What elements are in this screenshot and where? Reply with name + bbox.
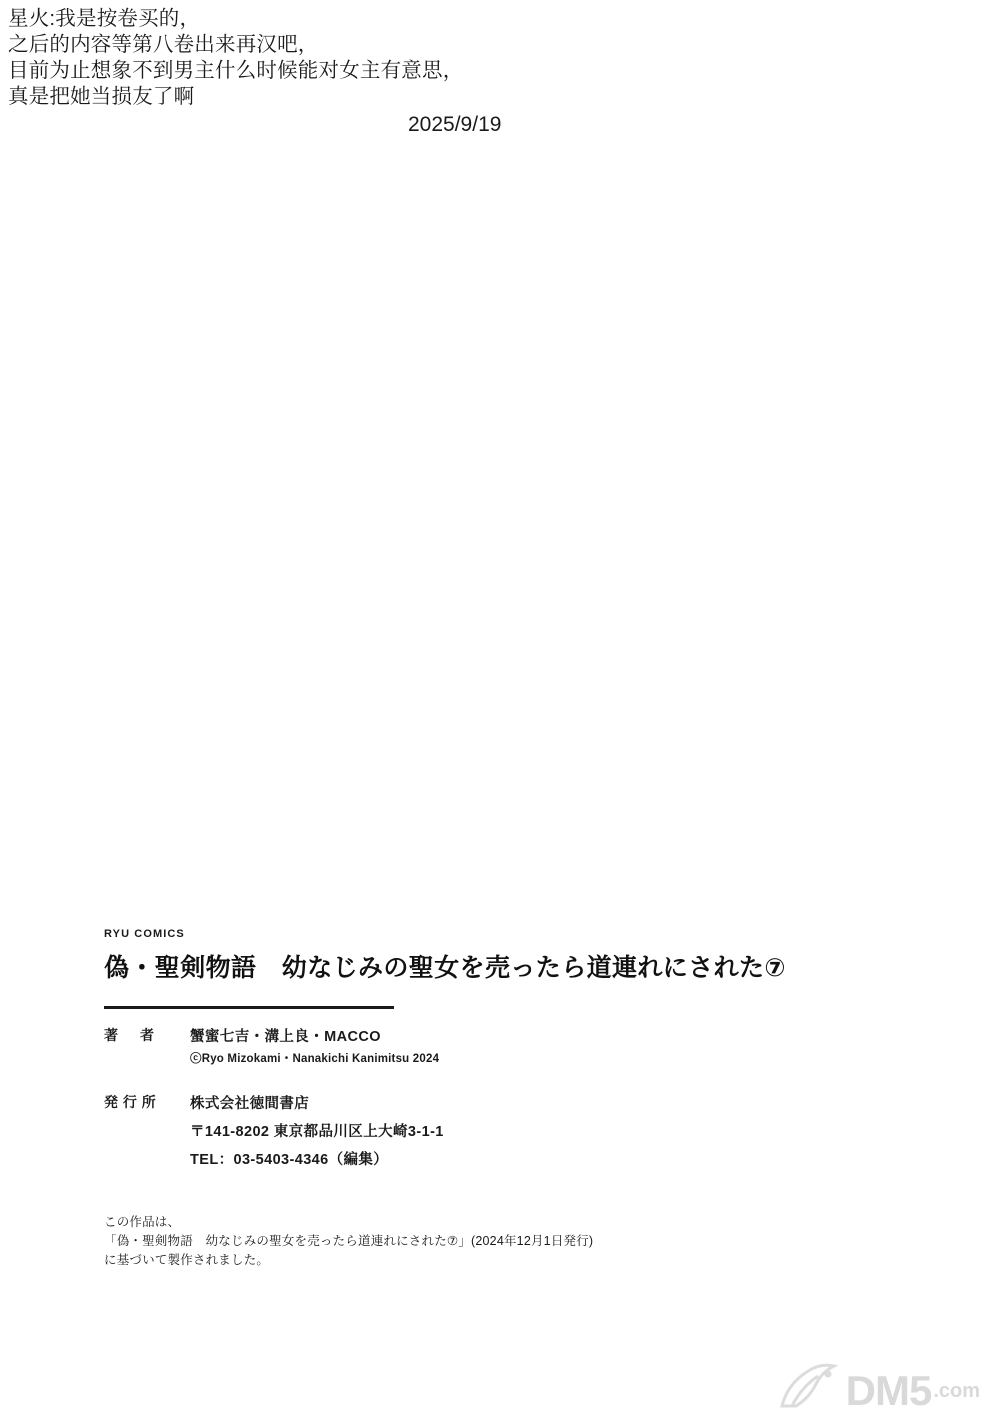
translator-note-line-4: 真是把她当损友了啊 [8,85,195,108]
work-title: 偽・聖剣物語 幼なじみの聖女を売ったら道連れにされた⑦ [104,954,786,982]
publisher-label: 発 行 所 [104,1094,157,1110]
translator-note [8,6,958,138]
source-note-line-2: 「偽・聖剣物語 幼なじみの聖女を売ったら道連れにされた⑦」(2024年12月1日発行) [104,1234,594,1248]
watermark-suffix: .com [933,1380,980,1402]
publisher-name: 株式会社徳間書店 [190,1096,310,1112]
divider-rule [104,1006,394,1009]
publisher-address: 〒141-8202 東京都品川区上大崎3-1-1 [190,1124,444,1140]
author-value: 蟹蜜七吉・溝上良・MACCO [190,1029,381,1045]
colophon [104,928,894,1270]
source-note [104,1213,894,1270]
publisher-row [104,1092,894,1169]
publisher-block [104,1092,894,1169]
author-row [104,1025,894,1046]
imprint-label: RYU COMICS [104,928,185,940]
translator-note-date: 2025/9/19 [408,113,502,136]
watermark-logo-icon [776,1360,840,1412]
author-label: 著 者 [104,1027,158,1043]
publisher-lines [190,1092,444,1169]
source-note-line-3: に基づいて製作されました。 [104,1253,270,1267]
source-note-line-1: この作品は、 [104,1215,181,1229]
translator-note-line-2: 之后的内容等第八卷出来再汉吧， [8,33,319,56]
copyright-notice: ⓒRyo Mizokami・Nanakichi Kanimitsu 2024 [190,1053,440,1065]
translator-note-line-3: 目前为止想象不到男主什么时候能对女主有意思， [8,59,464,82]
translator-note-line-1: 星火:我是按卷买的， [8,7,201,30]
site-watermark [776,1360,980,1412]
watermark-text: DM5 [845,1367,932,1414]
publisher-phone: TEL：03-5403-4346（編集） [190,1152,389,1168]
